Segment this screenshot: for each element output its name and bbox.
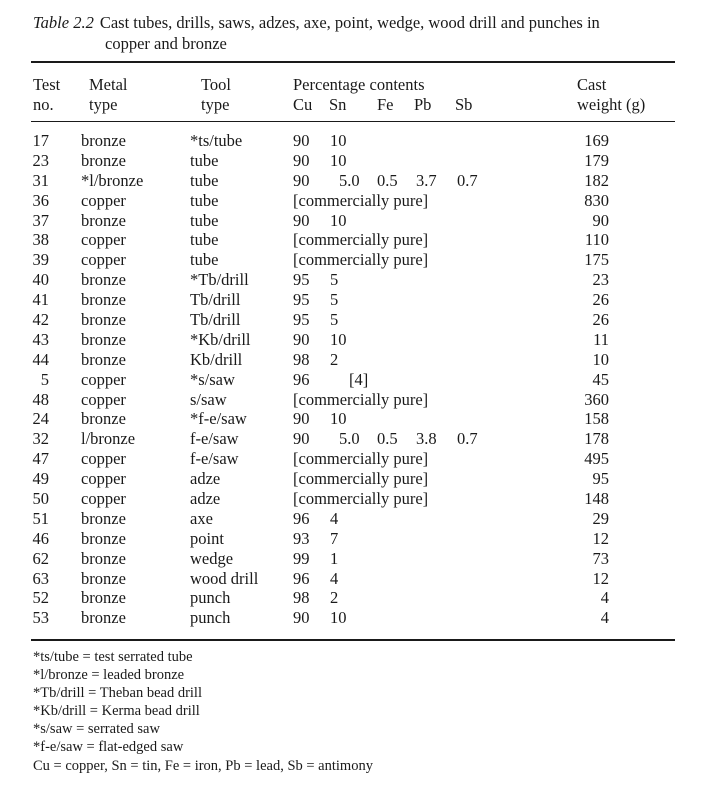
header-metal-line2: type — [89, 95, 118, 114]
cell-cast-weight: 360 — [584, 389, 609, 409]
cell-pct-sn: 4 — [330, 568, 339, 588]
cell-pct-cu: 98 — [293, 588, 310, 608]
cell-metal-type: bronze — [81, 349, 126, 369]
cell-cast-weight: 29 — [592, 508, 609, 528]
cell-pct-pb: 3.7 — [416, 170, 437, 190]
cell-test-no: 49 — [32, 469, 49, 489]
cell-pct-sn: 5 — [330, 310, 339, 330]
cell-tool-type: *Tb/drill — [190, 270, 249, 290]
cell-pct-sn: 10 — [330, 150, 347, 170]
table-row — [0, 370, 720, 390]
header-element-sb: Sb — [455, 95, 473, 114]
header-test-line1: Test — [33, 75, 61, 94]
cell-tool-type: *Kb/drill — [190, 329, 251, 349]
cell-test-no: 37 — [32, 210, 49, 230]
cell-pct-sn: 2 — [330, 588, 339, 608]
cell-tool-type: wood drill — [190, 568, 259, 588]
header-percentage-contents: Percentage contents — [293, 75, 425, 94]
cell-metal-type: copper — [81, 389, 126, 409]
cell-metal-type: copper — [81, 190, 126, 210]
cell-tool-type: s/saw — [190, 389, 227, 409]
cell-pct-sn: 5.0 — [339, 429, 360, 449]
footnote: *ts/tube = test serrated tube — [33, 649, 193, 665]
table-row — [0, 608, 720, 628]
cell-pct-sn: 2 — [330, 349, 339, 369]
table-row — [0, 191, 720, 211]
cell-metal-type: bronze — [81, 329, 126, 349]
footnote: *l/bronze = leaded bronze — [33, 667, 185, 684]
cell-cast-weight: 12 — [592, 528, 609, 548]
cell-cast-weight: 73 — [592, 548, 609, 568]
footnote: *Tb/drill = Theban bead drill — [33, 685, 202, 702]
cell-test-no: 38 — [32, 230, 49, 250]
cell-metal-type: bronze — [81, 568, 126, 588]
cell-cast-weight: 175 — [584, 250, 609, 270]
cell-test-no: 40 — [32, 270, 49, 290]
cell-test-no: 31 — [32, 170, 49, 190]
table-row — [0, 151, 720, 171]
cell-tool-type: tube — [190, 230, 219, 250]
cell-metal-type: bronze — [81, 409, 126, 429]
top-rule — [31, 61, 675, 63]
table-row — [0, 449, 720, 469]
cell-metal-type: bronze — [81, 150, 126, 170]
cell-composition-note: [commercially pure] — [293, 230, 429, 250]
cell-test-no: 17 — [32, 131, 49, 150]
table-row — [0, 270, 720, 290]
cell-metal-type: bronze — [81, 290, 126, 310]
cell-metal-type: l/bronze — [81, 429, 136, 449]
cell-pct-pb: 3.8 — [416, 429, 437, 449]
header-tool-line2: type — [201, 95, 230, 114]
cell-composition-note: [commercially pure] — [293, 449, 429, 469]
cell-metal-type: bronze — [81, 310, 126, 330]
cell-cast-weight: 23 — [592, 270, 609, 290]
header-weight-line1: Cast — [577, 75, 607, 94]
cell-tool-type: f-e/saw — [190, 449, 239, 469]
cell-pct-cu: 95 — [293, 310, 310, 330]
footnote: Cu = copper, Sn = tin, Fe = iron, Pb = lead, Sb = antimony — [33, 757, 373, 774]
header-rule — [31, 121, 675, 122]
cell-pct-cu: 90 — [293, 210, 310, 230]
cell-cast-weight: 148 — [584, 489, 609, 509]
cell-tool-type: tube — [190, 210, 219, 230]
caption-text-line2: copper and bronze — [105, 34, 227, 53]
bottom-rule — [31, 639, 675, 641]
cell-test-no: 62 — [32, 548, 49, 568]
cell-pct-cu: 90 — [293, 429, 310, 449]
cell-metal-type: bronze — [81, 608, 126, 628]
cell-test-no: 63 — [32, 568, 49, 588]
cell-tool-type: f-e/saw — [190, 429, 239, 449]
cell-metal-type: bronze — [81, 131, 126, 150]
header-weight-line2: weight (g) — [577, 95, 646, 114]
cell-pct-cu: 95 — [293, 270, 310, 290]
header-element-cu: Cu — [293, 95, 313, 114]
cell-pct-fe: 0.5 — [377, 429, 398, 449]
cell-pct-sn: 10 — [330, 409, 347, 429]
cell-test-no: 42 — [32, 310, 49, 330]
cell-pct-cu: 98 — [293, 349, 310, 369]
cell-pct-sn: [4] — [349, 369, 369, 389]
cell-pct-cu: 90 — [293, 170, 310, 190]
cell-composition-note: [commercially pure] — [293, 250, 429, 270]
cell-tool-type: *f-e/saw — [190, 409, 247, 429]
cell-test-no: 39 — [32, 250, 49, 270]
cell-pct-sb: 0.7 — [457, 170, 478, 190]
table-row — [0, 250, 720, 270]
cell-test-no: 32 — [32, 429, 49, 449]
cell-tool-type: wedge — [190, 548, 234, 568]
cell-test-no: 5 — [40, 369, 49, 389]
cell-cast-weight: 830 — [584, 190, 609, 210]
table-row — [0, 131, 720, 151]
cell-cast-weight: 11 — [593, 329, 609, 349]
cell-metal-type: *l/bronze — [81, 170, 144, 190]
header-element-pb: Pb — [414, 95, 432, 114]
cell-pct-sn: 4 — [330, 508, 339, 528]
table-row — [0, 569, 720, 589]
cell-pct-cu: 95 — [293, 290, 310, 310]
cell-metal-type: copper — [81, 489, 126, 509]
cell-composition-note: [commercially pure] — [293, 389, 429, 409]
cell-tool-type: Kb/drill — [190, 349, 243, 369]
cell-pct-sn: 10 — [330, 210, 347, 230]
table-row — [0, 429, 720, 449]
cell-metal-type: copper — [81, 230, 126, 250]
cell-metal-type: bronze — [81, 528, 126, 548]
cell-test-no: 50 — [32, 489, 49, 509]
cell-cast-weight: 26 — [592, 310, 609, 330]
cell-composition-note: [commercially pure] — [293, 489, 429, 509]
cell-pct-sn: 5.0 — [339, 170, 360, 190]
cell-composition-note: [commercially pure] — [293, 469, 429, 489]
footnote: *f-e/saw = flat-edged saw — [33, 739, 184, 756]
cell-metal-type: copper — [81, 369, 126, 389]
cell-test-no: 43 — [32, 329, 49, 349]
cell-tool-type: adze — [190, 469, 221, 489]
cell-composition-note: [commercially pure] — [293, 190, 429, 210]
cell-pct-fe: 0.5 — [377, 170, 398, 190]
table-row — [0, 310, 720, 330]
table-row — [0, 290, 720, 310]
cell-metal-type: bronze — [81, 210, 126, 230]
cell-cast-weight: 182 — [584, 170, 609, 190]
cell-test-no: 47 — [32, 449, 49, 469]
cell-test-no: 48 — [32, 389, 49, 409]
footnote: *s/saw = serrated saw — [33, 721, 160, 738]
header-tool-line1: Tool — [201, 75, 232, 94]
cell-tool-type: axe — [190, 508, 213, 528]
cell-test-no: 41 — [32, 290, 49, 310]
cell-metal-type: copper — [81, 469, 126, 489]
cell-pct-cu: 90 — [293, 409, 310, 429]
cell-cast-weight: 45 — [592, 369, 609, 389]
cell-tool-type: punch — [190, 588, 231, 608]
table-row — [0, 509, 720, 529]
cell-test-no: 24 — [32, 409, 49, 429]
cell-pct-sn: 1 — [330, 548, 339, 568]
footnote: *Kb/drill = Kerma bead drill — [33, 703, 200, 720]
table-row — [0, 549, 720, 569]
header-metal-line1: Metal — [89, 75, 128, 94]
cell-pct-sn: 7 — [330, 528, 339, 548]
footnotes — [33, 648, 373, 775]
cell-pct-cu: 93 — [293, 528, 310, 548]
caption-text-line1: Cast tubes, drills, saws, adzes, axe, point, wedge, wood drill and punches in — [99, 13, 600, 32]
table-label: Table 2.2 — [33, 13, 94, 32]
table-caption — [33, 12, 683, 54]
cell-tool-type: point — [190, 528, 224, 548]
cell-test-no: 44 — [32, 349, 49, 369]
header-element-fe: Fe — [377, 95, 394, 114]
cell-pct-cu: 90 — [293, 329, 310, 349]
cell-cast-weight: 179 — [584, 150, 609, 170]
cell-pct-cu: 96 — [293, 568, 310, 588]
cell-test-no: 23 — [32, 150, 49, 170]
cell-cast-weight: 95 — [592, 469, 609, 489]
table-body — [0, 131, 720, 628]
cell-tool-type: tube — [190, 190, 219, 210]
cell-metal-type: bronze — [81, 548, 126, 568]
cell-cast-weight: 158 — [584, 409, 609, 429]
cell-test-no: 53 — [32, 608, 49, 628]
table-row — [0, 230, 720, 250]
cell-pct-sn: 10 — [330, 131, 347, 150]
cell-tool-type: *ts/tube — [190, 131, 243, 150]
cell-test-no: 36 — [32, 190, 49, 210]
cell-metal-type: copper — [81, 449, 126, 469]
cell-tool-type: adze — [190, 489, 221, 509]
cell-pct-sb: 0.7 — [457, 429, 478, 449]
cell-metal-type: bronze — [81, 270, 126, 290]
cell-test-no: 46 — [32, 528, 49, 548]
table-row — [0, 409, 720, 429]
cell-test-no: 51 — [32, 508, 49, 528]
cell-cast-weight: 4 — [600, 608, 609, 628]
cell-test-no: 52 — [32, 588, 49, 608]
cell-tool-type: tube — [190, 250, 219, 270]
table-row — [0, 171, 720, 191]
cell-cast-weight: 90 — [592, 210, 609, 230]
cell-tool-type: punch — [190, 608, 231, 628]
cell-tool-type: tube — [190, 150, 219, 170]
cell-pct-cu: 96 — [293, 508, 310, 528]
cell-pct-cu: 90 — [293, 608, 310, 628]
cell-pct-sn: 10 — [330, 329, 347, 349]
cell-pct-cu: 90 — [293, 150, 310, 170]
table-row — [0, 211, 720, 231]
cell-pct-cu: 99 — [293, 548, 310, 568]
cell-cast-weight: 110 — [584, 230, 609, 250]
cell-metal-type: bronze — [81, 508, 126, 528]
cell-tool-type: Tb/drill — [190, 290, 241, 310]
header-element-sn: Sn — [329, 95, 347, 114]
table-row — [0, 390, 720, 410]
table-row — [0, 469, 720, 489]
cell-pct-cu: 90 — [293, 131, 310, 150]
cell-metal-type: bronze — [81, 588, 126, 608]
cell-tool-type: *s/saw — [190, 369, 235, 389]
header-test-line2: no. — [33, 95, 54, 114]
cell-cast-weight: 495 — [584, 449, 609, 469]
table-row — [0, 529, 720, 549]
cell-tool-type: Tb/drill — [190, 310, 241, 330]
cell-cast-weight: 10 — [592, 349, 609, 369]
cell-pct-sn: 5 — [330, 270, 339, 290]
cell-cast-weight: 178 — [584, 429, 609, 449]
table-row — [0, 330, 720, 350]
cell-tool-type: tube — [190, 170, 219, 190]
table-row — [0, 489, 720, 509]
cell-pct-sn: 5 — [330, 290, 339, 310]
cell-cast-weight: 169 — [584, 131, 609, 150]
cell-cast-weight: 12 — [592, 568, 609, 588]
cell-cast-weight: 4 — [600, 588, 609, 608]
cell-metal-type: copper — [81, 250, 126, 270]
table-row — [0, 350, 720, 370]
table-row — [0, 588, 720, 608]
cell-cast-weight: 26 — [592, 290, 609, 310]
cell-pct-sn: 10 — [330, 608, 347, 628]
cell-pct-cu: 96 — [293, 369, 310, 389]
